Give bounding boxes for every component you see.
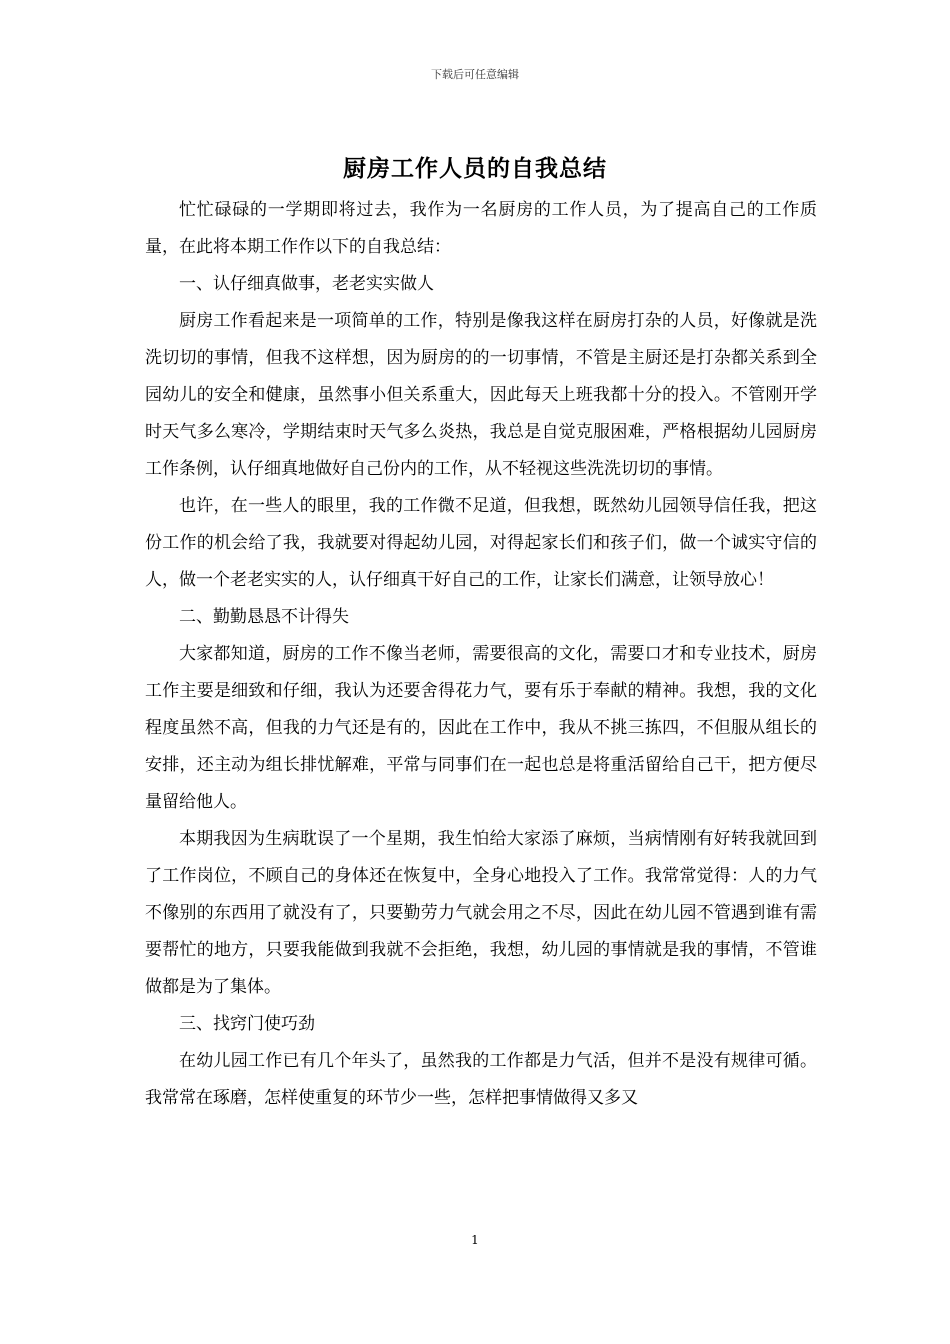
body-paragraph: 也许，在一些人的眼里，我的工作微不足道，但我想，既然幼儿园领导信任我，把这份工作的机会给了我，我就要对得起幼儿园，对得起家长们和孩子们，做一个诚实守信的人，做一个老老实实的人，认仔细真干好自己的工作，让家长们满意，让领导放心！ (145, 496, 817, 590)
body-paragraph: 大家都知道，厨房的工作不像当老师，需要很高的文化，需要口才和专业技术，厨房工作主要是细致和仔细，我认为还要舍得花力气，要有乐于奉献的精神。我想，我的文化程度虽然不高，但我的力气还是有的，因此在工作中，我从不挑三拣四，不但服从组长的安排，还主动为组长排忧解难，平常与同事们在一起也总是将重活留给自己干，把方便尽量留给他人。 (145, 644, 817, 812)
body-paragraph: 厨房工作看起来是一项简单的工作，特别是像我这样在厨房打杂的人员，好像就是洗洗切切的事情，但我不这样想，因为厨房的的一切事情，不管是主厨还是打杂都关系到全园幼儿的安全和健康，虽然事小但关系重大，因此每天上班我都十分的投入。不管刚开学时天气多么寒冷，学期结束时天气多么炎热，我总是自觉克服困难，严格根据幼儿园厨房工作条例，认仔细真地做好自己份内的工作，从不轻视这些洗洗切切的事情。 (145, 311, 817, 479)
document-title: 厨房工作人员的自我总结 (343, 155, 607, 182)
header-note: 下载后可任意编辑 (431, 68, 519, 81)
section-heading-2: 二、勤勤恳恳不计得失 (179, 607, 349, 627)
body-paragraph: 本期我因为生病耽误了一个星期，我生怕给大家添了麻烦，当病情刚有好转我就回到了工作岗位，不顾自己的身体还在恢复中，全身心地投入了工作。我常常觉得：人的力气不像别的东西用了就没有了，只要勤劳力气就会用之不尽，因此在幼儿园不管遇到谁有需要帮忙的地方，只要我能做到我就不会拒绝，我想，幼儿园的事情就是我的事情，不管谁做都是为了集体。 (145, 829, 817, 997)
document-body (145, 192, 817, 1117)
section-heading-3: 三、找窍门使巧劲 (179, 1014, 315, 1034)
body-paragraph: 在幼儿园工作已有几个年头了，虽然我的工作都是力气活，但并不是没有规律可循。我常常在琢磨，怎样使重复的环节少一些，怎样把事情做得又多又 (145, 1051, 817, 1108)
intro-paragraph: 忙忙碌碌的一学期即将过去，我作为一名厨房的工作人员，为了提高自己的工作质量，在此将本期工作作以下的自我总结： (145, 200, 817, 257)
section-heading-1: 一、认仔细真做事，老老实实做人 (179, 274, 434, 294)
page-number: 1 (471, 1233, 479, 1247)
